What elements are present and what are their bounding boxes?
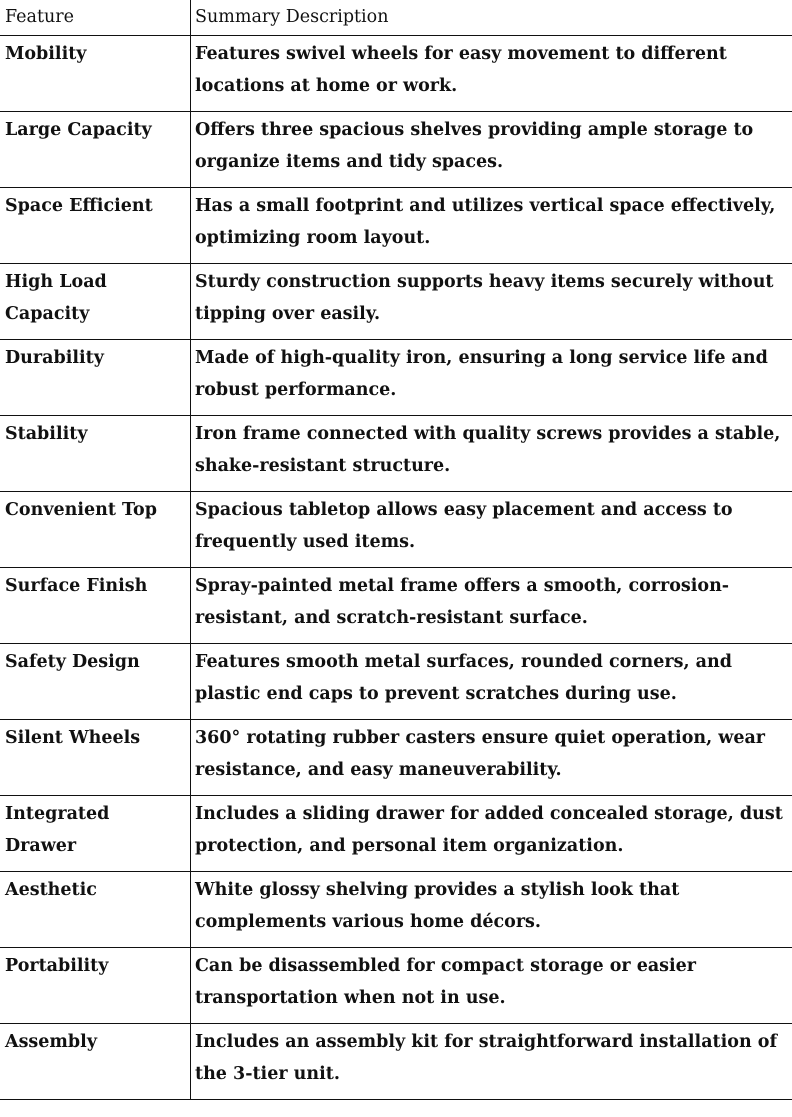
table-row	[1, 644, 792, 720]
table-row	[1, 188, 792, 264]
feature-cell: Stability	[1, 416, 191, 492]
table-row	[1, 264, 792, 340]
description-cell: Offers three spacious shelves providing ample storage to organize items and tidy spaces.	[191, 112, 792, 188]
table-row	[1, 492, 792, 568]
table-row	[1, 568, 792, 644]
description-cell: Includes a sliding drawer for added concealed storage, dust protection, and personal item organization.	[191, 796, 792, 872]
description-cell: Spacious tabletop allows easy placement and access to frequently used items.	[191, 492, 792, 568]
description-cell: White glossy shelving provides a stylish look that complements various home décors.	[191, 872, 792, 948]
feature-cell: Large Capacity	[1, 112, 191, 188]
table-row	[1, 416, 792, 492]
feature-cell: Aesthetic	[1, 872, 191, 948]
feature-cell: Mobility	[1, 36, 191, 112]
table-header-row	[1, 1, 792, 36]
table-row	[1, 872, 792, 948]
feature-cell: Portability	[1, 948, 191, 1024]
feature-cell: Space Efficient	[1, 188, 191, 264]
column-header-feature: Feature	[1, 1, 191, 36]
description-cell: Spray-painted metal frame offers a smooth, corrosion-resistant, and scratch-resistant surface.	[191, 568, 792, 644]
description-cell: Made of high-quality iron, ensuring a long service life and robust performance.	[191, 340, 792, 416]
table-row	[1, 720, 792, 796]
table-row	[1, 796, 792, 872]
feature-cell: Assembly	[1, 1024, 191, 1100]
table-row	[1, 112, 792, 188]
description-cell: Sturdy construction supports heavy items securely without tipping over easily.	[191, 264, 792, 340]
feature-cell: Silent Wheels	[1, 720, 191, 796]
table-row	[1, 340, 792, 416]
description-cell: Includes an assembly kit for straightforward installation of the 3-tier unit.	[191, 1024, 792, 1100]
feature-cell: Integrated Drawer	[1, 796, 191, 872]
description-cell: Iron frame connected with quality screws provides a stable, shake-resistant structure.	[191, 416, 792, 492]
description-cell: 360° rotating rubber casters ensure quiet operation, wear resistance, and easy maneuverability.	[191, 720, 792, 796]
description-cell: Features smooth metal surfaces, rounded corners, and plastic end caps to prevent scratches during use.	[191, 644, 792, 720]
description-cell: Can be disassembled for compact storage or easier transportation when not in use.	[191, 948, 792, 1024]
feature-cell: High Load Capacity	[1, 264, 191, 340]
description-cell: Features swivel wheels for easy movement to different locations at home or work.	[191, 36, 792, 112]
feature-cell: Surface Finish	[1, 568, 191, 644]
feature-cell: Convenient Top	[1, 492, 191, 568]
table-row	[1, 1024, 792, 1100]
table-row	[1, 36, 792, 112]
description-cell: Has a small footprint and utilizes vertical space effectively, optimizing room layout.	[191, 188, 792, 264]
feature-cell: Safety Design	[1, 644, 191, 720]
table-row	[1, 948, 792, 1024]
feature-cell: Durability	[1, 340, 191, 416]
column-header-summary-description: Summary Description	[191, 1, 792, 36]
